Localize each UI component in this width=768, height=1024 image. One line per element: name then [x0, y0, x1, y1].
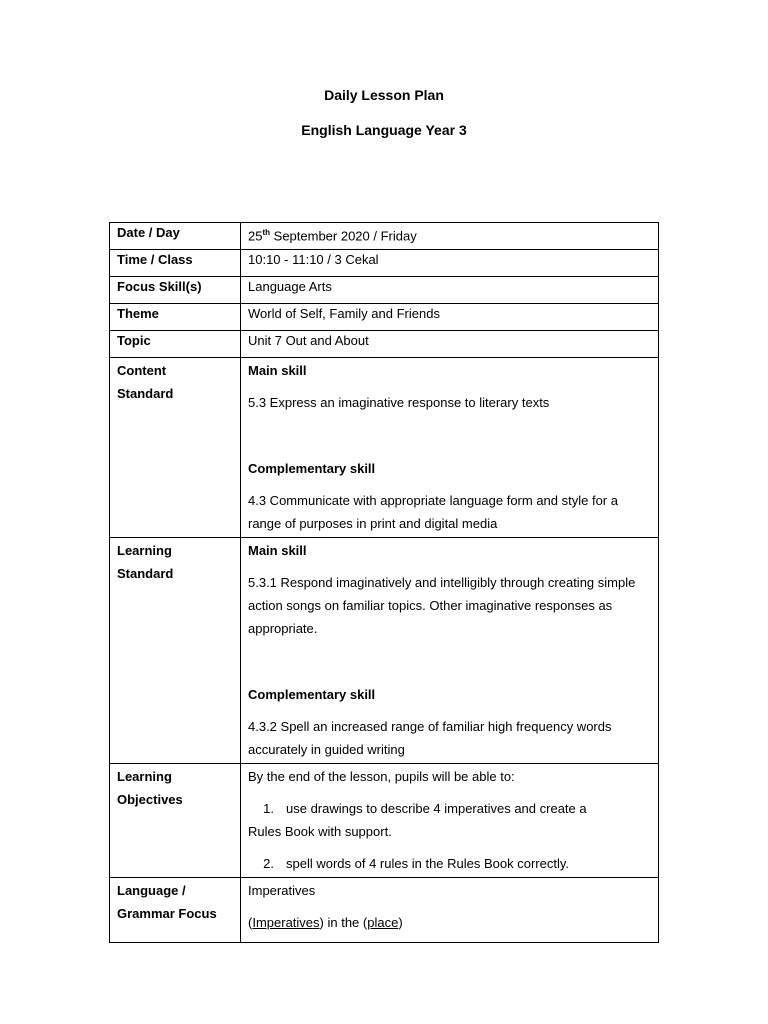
value-grammar-focus — [241, 878, 659, 943]
row-content-standard — [110, 358, 659, 538]
lesson-plan-table — [109, 222, 659, 943]
objective-number: 1. — [263, 801, 274, 816]
grammar-middle: ) in the ( — [319, 915, 368, 930]
row-focus — [110, 277, 659, 304]
main-skill-heading: Main skill — [248, 363, 307, 378]
objective-number: 2. — [263, 856, 274, 871]
complementary-skill-text: 4.3 Communicate with appropriate language form and style for a range of purposes in print and digital media — [248, 493, 618, 531]
value-focus: Language Arts — [241, 277, 659, 304]
label-topic: Topic — [110, 331, 241, 358]
page-subtitle: English Language Year 3 — [301, 122, 467, 138]
label-line: Objectives — [117, 792, 183, 807]
row-learning-standard — [110, 538, 659, 764]
label-line: Standard — [117, 566, 174, 581]
value-date — [241, 223, 659, 250]
label-learning-objectives — [110, 764, 241, 878]
label-focus: Focus Skill(s) — [110, 277, 241, 304]
objective-text: use drawings to describe 4 imperatives and create a — [286, 801, 587, 816]
label-learning-standard — [110, 538, 241, 764]
main-skill-text: 5.3.1 Respond imaginatively and intelligibly through creating simple action songs on familiar topics. Other imaginative responses as appropriate. — [248, 575, 636, 636]
objectives-intro: By the end of the lesson, pupils will be able to: — [248, 769, 515, 784]
value-learning-objectives — [241, 764, 659, 878]
complementary-skill-text: 4.3.2 Spell an increased range of familiar high frequency words accurately in guided writing — [248, 719, 612, 757]
value-theme: World of Self, Family and Friends — [241, 304, 659, 331]
objective-text-continued: Rules Book with support. — [248, 824, 392, 839]
label-line: Content — [117, 363, 167, 378]
label-line: Learning — [117, 769, 172, 784]
date-rest: September 2020 / Friday — [270, 228, 417, 244]
grammar-topic: Imperatives — [248, 883, 316, 898]
main-skill-text: 5.3 Express an imaginative response to literary texts — [248, 395, 550, 410]
objective-item — [248, 852, 652, 875]
value-time: 10:10 - 11:10 / 3 Cekal — [241, 250, 659, 277]
label-line: Language / — [117, 883, 186, 898]
complementary-skill-heading: Complementary skill — [248, 687, 376, 702]
row-grammar-focus — [110, 878, 659, 943]
value-learning-standard — [241, 538, 659, 764]
main-skill-heading: Main skill — [248, 543, 307, 558]
value-topic: Unit 7 Out and About — [241, 331, 659, 358]
row-learning-objectives — [110, 764, 659, 878]
value-content-standard — [241, 358, 659, 538]
grammar-paren: ) — [398, 915, 403, 930]
objective-text: spell words of 4 rules in the Rules Book correctly. — [286, 856, 569, 871]
label-time: Time / Class — [110, 250, 241, 277]
complementary-skill-heading: Complementary skill — [248, 461, 376, 476]
grammar-word-imperatives: Imperatives — [252, 915, 320, 930]
date-day-suffix: th — [262, 228, 271, 237]
row-theme — [110, 304, 659, 331]
objective-item — [248, 797, 652, 843]
label-line: Standard — [117, 386, 174, 401]
row-time — [110, 250, 659, 277]
grammar-pattern — [248, 911, 652, 934]
label-theme: Theme — [110, 304, 241, 331]
page-title: Daily Lesson Plan — [324, 87, 444, 103]
grammar-paren: ( — [248, 915, 253, 930]
label-line: Grammar Focus — [117, 906, 217, 921]
label-line: Learning — [117, 543, 172, 558]
row-topic — [110, 331, 659, 358]
label-content-standard — [110, 358, 241, 538]
date-day-number: 25 — [248, 228, 263, 244]
row-date — [110, 223, 659, 250]
label-grammar-focus — [110, 878, 241, 943]
grammar-word-place: place — [367, 915, 399, 930]
label-date: Date / Day — [110, 223, 241, 250]
